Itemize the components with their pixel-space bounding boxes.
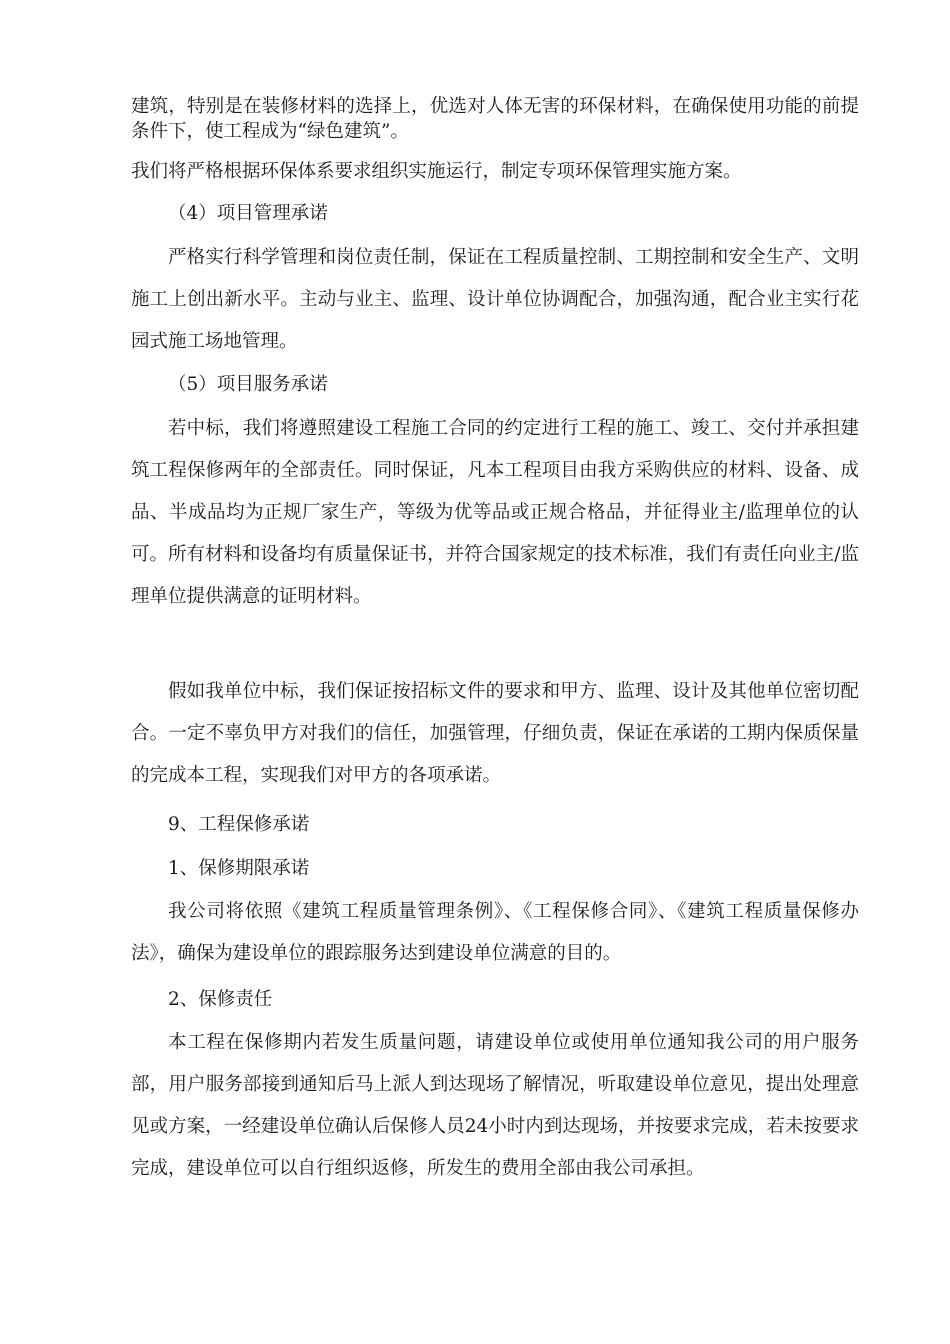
heading-warranty-period: 1、保修期限承诺 — [168, 858, 310, 879]
heading-warranty-responsibility: 2、保修责任 — [168, 989, 273, 1010]
paragraph-warranty-period: 我公司将依照《建筑工程质量管理条例》、《工程保修合同》、《建筑工程质量保修办法》，确保为建设单位的跟踪服务达到建设单位满意的目的。 — [131, 901, 859, 964]
paragraph-warranty-responsibility: 本工程在保修期内若发生质量问题，请建设单位或使用单位通知我公司的用户服务部，用户服务部接到通知后马上派人到达现场了解情况，听取建设单位意见，提出处理意见或方案，一经建设单位确认后保修人员24小时内到达现场，并按要求完成，若未按要求完成，建设单位可以自行组织返修，所发生的费用全部由我公司承担。 — [131, 1032, 859, 1179]
paragraph-cooperation: 假如我单位中标，我们保证按招标文件的要求和甲方、监理、设计及其他单位密切配合。一定不辜负甲方对我们的信任，加强管理，仔细负责，保证在承诺的工期内保质保量的完成本工程，实现我们对甲方的各项承诺。 — [131, 681, 859, 786]
paragraph-green-building: 建筑，特别是在装修材料的选择上，优选对人体无害的环保材料，在确保使用功能的前提条件下，使工程成为“绿色建筑”。 — [131, 96, 859, 142]
paragraph-environmental-plan: 我们将严格根据环保体系要求组织实施运行，制定专项环保管理实施方案。 — [131, 161, 742, 182]
heading-project-service: （5）项目服务承诺 — [168, 374, 328, 395]
paragraph-project-management: 严格实行科学管理和岗位责任制，保证在工程质量控制、工期控制和安全生产、文明施工上创出新水平。主动与业主、监理、设计单位协调配合，加强沟通，配合业主实行花园式施工场地管理。 — [131, 247, 859, 352]
heading-project-management: （4）项目管理承诺 — [168, 203, 328, 224]
paragraph-project-service: 若中标，我们将遵照建设工程施工合同的约定进行工程的施工、竣工、交付并承担建筑工程保修两年的全部责任。同时保证，凡本工程项目由我方采购供应的材料、设备、成品、半成品均为正规厂家生产，等级为优等品或正规合格品，并征得业主/监理单位的认可。所有材料和设备均有质量保证书，并符合国家规定的技术标准，我们有责任向业主/监理单位提供满意的证明材料。 — [131, 418, 859, 607]
heading-warranty-commitment: 9、工程保修承诺 — [168, 814, 310, 835]
